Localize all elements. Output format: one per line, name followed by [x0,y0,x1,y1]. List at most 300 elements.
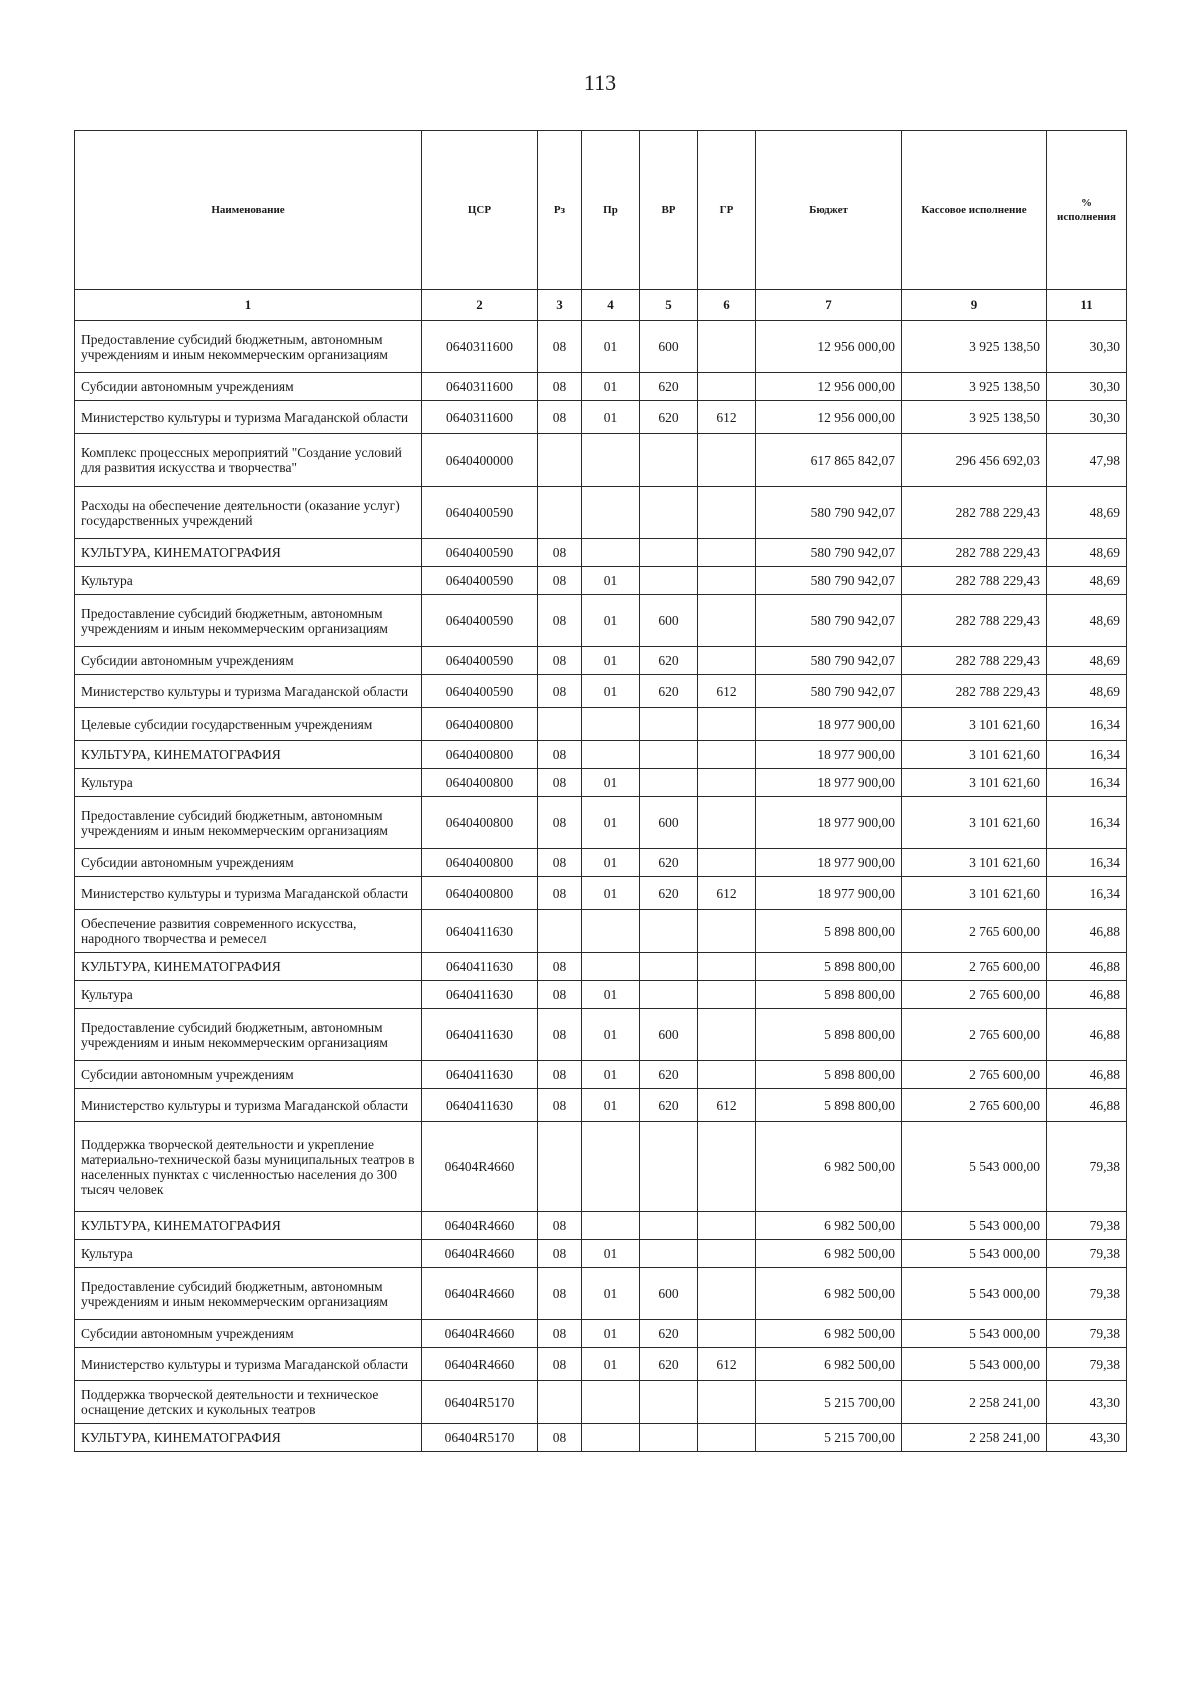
row-csr: 0640400000 [422,434,538,487]
row-vr [640,1212,698,1240]
row-budget: 5 215 700,00 [756,1381,902,1424]
row-pr: 01 [582,1268,640,1320]
table-row [75,1268,1127,1320]
row-csr: 0640400590 [422,647,538,675]
row-name: Министерство культуры и туризма Магаданской области [75,877,422,910]
table-row [75,953,1127,981]
row-pr: 01 [582,849,640,877]
row-pct: 79,38 [1047,1122,1127,1212]
table-row [75,539,1127,567]
col-number: 9 [902,290,1047,321]
row-csr: 0640311600 [422,373,538,401]
row-rz: 08 [538,849,582,877]
row-pct: 46,88 [1047,1009,1127,1061]
row-gr [698,567,756,595]
row-cash: 2 258 241,00 [902,1424,1047,1452]
row-name: КУЛЬТУРА, КИНЕМАТОГРАФИЯ [75,953,422,981]
row-vr [640,487,698,539]
row-name: Культура [75,1240,422,1268]
row-budget: 5 898 800,00 [756,953,902,981]
table-row [75,401,1127,434]
row-pr: 01 [582,797,640,849]
row-rz: 08 [538,373,582,401]
row-vr: 620 [640,1061,698,1089]
row-vr [640,539,698,567]
table-row [75,675,1127,708]
row-gr [698,910,756,953]
row-budget: 18 977 900,00 [756,877,902,910]
row-pct: 79,38 [1047,1240,1127,1268]
row-cash: 3 101 621,60 [902,741,1047,769]
row-vr [640,910,698,953]
row-budget: 6 982 500,00 [756,1212,902,1240]
row-budget: 5 898 800,00 [756,981,902,1009]
row-gr [698,1240,756,1268]
table-row [75,708,1127,741]
row-vr: 620 [640,1320,698,1348]
budget-execution-table [74,130,1127,1452]
row-budget: 12 956 000,00 [756,373,902,401]
row-pr: 01 [582,595,640,647]
row-cash: 5 543 000,00 [902,1212,1047,1240]
row-pct: 16,34 [1047,708,1127,741]
row-rz [538,1381,582,1424]
row-name: КУЛЬТУРА, КИНЕМАТОГРАФИЯ [75,1212,422,1240]
row-pct: 16,34 [1047,849,1127,877]
row-name: Субсидии автономным учреждениям [75,373,422,401]
row-cash: 282 788 229,43 [902,487,1047,539]
row-pct: 16,34 [1047,797,1127,849]
row-pct: 16,34 [1047,877,1127,910]
row-budget: 5 898 800,00 [756,1089,902,1122]
col-number: 3 [538,290,582,321]
row-rz: 08 [538,401,582,434]
row-pr [582,434,640,487]
row-pr: 01 [582,1320,640,1348]
row-pr [582,708,640,741]
row-csr: 0640311600 [422,321,538,373]
table-row [75,910,1127,953]
row-cash: 5 543 000,00 [902,1268,1047,1320]
row-csr: 0640411630 [422,1089,538,1122]
col-header-pr: Пр [582,131,640,290]
row-pr [582,1212,640,1240]
row-pr: 01 [582,1348,640,1381]
row-vr: 600 [640,797,698,849]
row-budget: 6 982 500,00 [756,1240,902,1268]
row-budget: 6 982 500,00 [756,1268,902,1320]
row-gr: 612 [698,1089,756,1122]
row-name: КУЛЬТУРА, КИНЕМАТОГРАФИЯ [75,539,422,567]
row-cash: 3 101 621,60 [902,877,1047,910]
row-budget: 580 790 942,07 [756,567,902,595]
row-budget: 18 977 900,00 [756,797,902,849]
row-gr [698,741,756,769]
row-budget: 617 865 842,07 [756,434,902,487]
row-pct: 48,69 [1047,647,1127,675]
row-vr: 620 [640,1348,698,1381]
row-budget: 6 982 500,00 [756,1320,902,1348]
col-header-name: Наименование [75,131,422,290]
row-pr: 01 [582,1240,640,1268]
row-pct: 48,69 [1047,539,1127,567]
row-cash: 282 788 229,43 [902,567,1047,595]
row-rz: 08 [538,647,582,675]
row-vr: 600 [640,1268,698,1320]
row-pct: 46,88 [1047,1061,1127,1089]
row-name: Поддержка творческой деятельности и техническое оснащение детских и кукольных театров [75,1381,422,1424]
row-rz: 08 [538,321,582,373]
table-row [75,321,1127,373]
row-name: Обеспечение развития современного искусства, народного творчества и ремесел [75,910,422,953]
row-csr: 0640411630 [422,910,538,953]
row-vr [640,708,698,741]
row-rz: 08 [538,1212,582,1240]
row-vr: 620 [640,1089,698,1122]
table-row [75,1348,1127,1381]
col-number: 2 [422,290,538,321]
row-rz: 08 [538,1089,582,1122]
row-name: Предоставление субсидий бюджетным, автономным учреждениям и иным некоммерческим организациям [75,1009,422,1061]
row-pr: 01 [582,373,640,401]
row-cash: 5 543 000,00 [902,1348,1047,1381]
row-gr [698,373,756,401]
row-budget: 5 215 700,00 [756,1424,902,1452]
row-rz: 08 [538,953,582,981]
row-vr: 620 [640,373,698,401]
row-pct: 47,98 [1047,434,1127,487]
row-rz: 08 [538,1348,582,1381]
table-row [75,1240,1127,1268]
row-csr: 0640411630 [422,981,538,1009]
row-cash: 2 765 600,00 [902,1009,1047,1061]
row-csr: 0640311600 [422,401,538,434]
col-number: 6 [698,290,756,321]
row-name: Предоставление субсидий бюджетным, автономным учреждениям и иным некоммерческим организациям [75,797,422,849]
table-row [75,1089,1127,1122]
table-row [75,434,1127,487]
row-name: Министерство культуры и туризма Магаданской области [75,1348,422,1381]
row-name: Культура [75,769,422,797]
row-cash: 282 788 229,43 [902,539,1047,567]
row-csr: 0640411630 [422,1009,538,1061]
table-row [75,1424,1127,1452]
row-gr [698,797,756,849]
row-budget: 12 956 000,00 [756,401,902,434]
row-name: Культура [75,981,422,1009]
row-budget: 18 977 900,00 [756,769,902,797]
row-cash: 2 765 600,00 [902,910,1047,953]
table-row [75,1061,1127,1089]
table-row [75,567,1127,595]
row-pct: 48,69 [1047,487,1127,539]
row-rz: 08 [538,539,582,567]
row-vr: 620 [640,647,698,675]
row-cash: 2 258 241,00 [902,1381,1047,1424]
row-cash: 2 765 600,00 [902,1061,1047,1089]
row-csr: 06404R4660 [422,1240,538,1268]
row-name: Субсидии автономным учреждениям [75,1061,422,1089]
row-pct: 43,30 [1047,1381,1127,1424]
row-csr: 06404R4660 [422,1320,538,1348]
row-pr: 01 [582,675,640,708]
row-gr: 612 [698,877,756,910]
row-gr [698,981,756,1009]
row-pct: 16,34 [1047,741,1127,769]
row-pct: 16,34 [1047,769,1127,797]
row-vr [640,769,698,797]
row-rz: 08 [538,797,582,849]
row-pr [582,1424,640,1452]
table-row [75,1009,1127,1061]
col-number: 5 [640,290,698,321]
row-cash: 3 925 138,50 [902,401,1047,434]
row-csr: 0640411630 [422,1061,538,1089]
row-pct: 43,30 [1047,1424,1127,1452]
row-vr: 600 [640,595,698,647]
row-budget: 580 790 942,07 [756,539,902,567]
row-cash: 3 101 621,60 [902,769,1047,797]
row-gr [698,1009,756,1061]
row-csr: 0640400800 [422,849,538,877]
row-name: Предоставление субсидий бюджетным, автономным учреждениям и иным некоммерческим организациям [75,321,422,373]
row-pct: 30,30 [1047,321,1127,373]
row-name: Культура [75,567,422,595]
row-pct: 30,30 [1047,373,1127,401]
row-rz: 08 [538,567,582,595]
row-gr [698,321,756,373]
row-name: Расходы на обеспечение деятельности (оказание услуг) государственных учреждений [75,487,422,539]
row-rz [538,910,582,953]
row-name: Министерство культуры и туризма Магаданской области [75,401,422,434]
row-rz: 08 [538,1320,582,1348]
row-gr [698,708,756,741]
row-budget: 5 898 800,00 [756,1061,902,1089]
row-vr [640,1381,698,1424]
row-pr [582,1381,640,1424]
row-csr: 0640411630 [422,953,538,981]
row-budget: 12 956 000,00 [756,321,902,373]
row-pr [582,910,640,953]
row-csr: 0640400590 [422,539,538,567]
row-csr: 0640400800 [422,797,538,849]
column-number-row [75,290,1127,321]
row-csr: 06404R4660 [422,1348,538,1381]
col-number: 7 [756,290,902,321]
row-rz: 08 [538,981,582,1009]
row-csr: 0640400590 [422,595,538,647]
row-vr [640,741,698,769]
row-budget: 6 982 500,00 [756,1122,902,1212]
row-gr [698,849,756,877]
row-vr: 620 [640,849,698,877]
row-csr: 06404R5170 [422,1424,538,1452]
row-vr: 620 [640,401,698,434]
row-csr: 06404R5170 [422,1381,538,1424]
row-csr: 06404R4660 [422,1268,538,1320]
table-row [75,741,1127,769]
row-budget: 18 977 900,00 [756,708,902,741]
header-row [75,131,1127,290]
row-rz: 08 [538,675,582,708]
row-rz: 08 [538,1240,582,1268]
row-pr: 01 [582,401,640,434]
row-rz [538,434,582,487]
col-header-vr: ВР [640,131,698,290]
table-row [75,797,1127,849]
row-rz: 08 [538,1268,582,1320]
row-pr [582,539,640,567]
row-csr: 0640400590 [422,567,538,595]
row-pr: 01 [582,1089,640,1122]
table-row [75,595,1127,647]
row-name: Поддержка творческой деятельности и укрепление материально-технической базы муниципальных театров в населенных пунктах с численностью населения до 300 тысяч человек [75,1122,422,1212]
row-cash: 282 788 229,43 [902,595,1047,647]
row-csr: 0640400800 [422,741,538,769]
row-vr [640,434,698,487]
table-row [75,487,1127,539]
row-pr: 01 [582,647,640,675]
row-gr: 612 [698,675,756,708]
row-cash: 296 456 692,03 [902,434,1047,487]
row-rz [538,708,582,741]
row-pr: 01 [582,567,640,595]
row-budget: 580 790 942,07 [756,595,902,647]
row-cash: 3 101 621,60 [902,849,1047,877]
row-rz: 08 [538,877,582,910]
col-header-rz: Рз [538,131,582,290]
row-gr [698,1268,756,1320]
row-gr [698,769,756,797]
row-budget: 5 898 800,00 [756,910,902,953]
row-pct: 79,38 [1047,1348,1127,1381]
table-row [75,1320,1127,1348]
row-name: Министерство культуры и туризма Магаданской области [75,1089,422,1122]
row-gr [698,647,756,675]
col-header-cash: Кассовое исполнение [902,131,1047,290]
row-pr: 01 [582,769,640,797]
col-number: 1 [75,290,422,321]
row-cash: 282 788 229,43 [902,675,1047,708]
row-cash: 5 543 000,00 [902,1240,1047,1268]
row-pct: 46,88 [1047,910,1127,953]
row-budget: 18 977 900,00 [756,849,902,877]
table-row [75,877,1127,910]
row-vr: 600 [640,321,698,373]
row-gr [698,487,756,539]
row-gr [698,539,756,567]
col-number: 11 [1047,290,1127,321]
row-pr: 01 [582,321,640,373]
row-vr: 600 [640,1009,698,1061]
row-name: Комплекс процессных мероприятий "Создание условий для развития искусства и творчества" [75,434,422,487]
row-name: Субсидии автономным учреждениям [75,849,422,877]
row-gr [698,1381,756,1424]
row-csr: 06404R4660 [422,1212,538,1240]
row-name: Предоставление субсидий бюджетным, автономным учреждениям и иным некоммерческим организациям [75,595,422,647]
row-csr: 06404R4660 [422,1122,538,1212]
row-rz: 08 [538,769,582,797]
row-budget: 5 898 800,00 [756,1009,902,1061]
table-body [75,321,1127,1452]
row-cash: 3 925 138,50 [902,321,1047,373]
row-name: Субсидии автономным учреждениям [75,647,422,675]
row-csr: 0640400800 [422,708,538,741]
row-name: КУЛЬТУРА, КИНЕМАТОГРАФИЯ [75,1424,422,1452]
col-header-csr: ЦСР [422,131,538,290]
row-gr [698,434,756,487]
col-header-pct: % исполнения [1047,131,1127,290]
row-gr: 612 [698,1348,756,1381]
row-budget: 580 790 942,07 [756,487,902,539]
row-gr [698,1212,756,1240]
row-pct: 48,69 [1047,595,1127,647]
table-row [75,1381,1127,1424]
row-pct: 48,69 [1047,675,1127,708]
col-number: 4 [582,290,640,321]
row-csr: 0640400590 [422,487,538,539]
row-gr [698,1424,756,1452]
row-cash: 3 101 621,60 [902,708,1047,741]
row-vr [640,1122,698,1212]
row-pct: 79,38 [1047,1268,1127,1320]
row-gr [698,595,756,647]
row-budget: 18 977 900,00 [756,741,902,769]
row-rz: 08 [538,1009,582,1061]
row-gr [698,1061,756,1089]
table-row [75,981,1127,1009]
page-number: 113 [583,70,617,95]
row-name: Субсидии автономным учреждениям [75,1320,422,1348]
row-vr [640,981,698,1009]
row-name: Министерство культуры и туризма Магаданской области [75,675,422,708]
row-vr [640,953,698,981]
row-pr: 01 [582,1009,640,1061]
row-rz: 08 [538,1061,582,1089]
row-pr: 01 [582,1061,640,1089]
row-gr [698,1122,756,1212]
row-name: Целевые субсидии государственным учреждениям [75,708,422,741]
row-pct: 79,38 [1047,1320,1127,1348]
table-row [75,1212,1127,1240]
row-pct: 48,69 [1047,567,1127,595]
row-vr [640,1240,698,1268]
row-cash: 2 765 600,00 [902,1089,1047,1122]
row-pr [582,741,640,769]
row-name: КУЛЬТУРА, КИНЕМАТОГРАФИЯ [75,741,422,769]
row-budget: 580 790 942,07 [756,675,902,708]
row-pr: 01 [582,981,640,1009]
row-csr: 0640400800 [422,769,538,797]
row-gr [698,1320,756,1348]
row-vr: 620 [640,877,698,910]
col-header-gr: ГР [698,131,756,290]
row-csr: 0640400590 [422,675,538,708]
row-cash: 2 765 600,00 [902,953,1047,981]
row-gr [698,953,756,981]
row-pct: 46,88 [1047,953,1127,981]
row-name: Предоставление субсидий бюджетным, автономным учреждениям и иным некоммерческим организациям [75,1268,422,1320]
row-pct: 30,30 [1047,401,1127,434]
row-pr [582,953,640,981]
col-header-budget: Бюджет [756,131,902,290]
row-vr [640,1424,698,1452]
row-vr: 620 [640,675,698,708]
row-rz: 08 [538,1424,582,1452]
row-pr [582,487,640,539]
table-row [75,769,1127,797]
row-vr [640,567,698,595]
